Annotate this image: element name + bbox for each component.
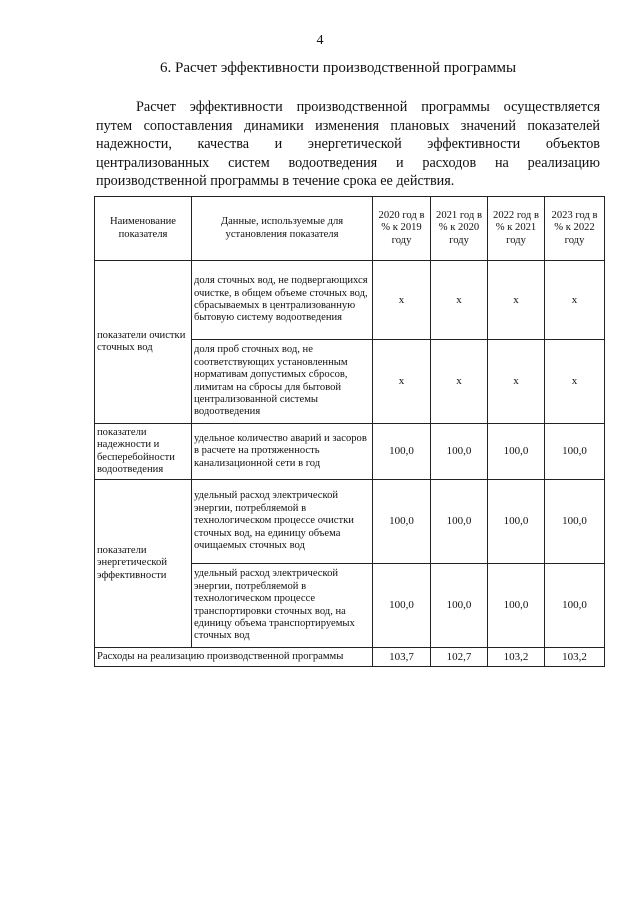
value-cell: 100,0 (545, 424, 605, 480)
intro-line: производственной программы в течение срока ее действия. (96, 173, 455, 190)
table-total-row (95, 648, 605, 667)
row-data: доля проб сточных вод, не соответствующих установленным нормативам допустимых сбросов, лимитам на сбросы для бытовой централизованной системы водоотведения (192, 340, 373, 424)
row-data: удельный расход электрической энергии, потребляемой в технологическом процессе транспортировки сточных вод, на единицу объема транспортируемых сточных вод (192, 564, 373, 648)
row-data: удельное количество аварий и засоров в расчете на протяженность канализационной сети в год (192, 424, 373, 480)
page-number: 4 (316, 33, 324, 48)
value-cell: x (545, 261, 605, 340)
value-cell: 100,0 (373, 564, 431, 648)
value-cell: 103,7 (373, 648, 431, 667)
table-row (95, 261, 605, 340)
value-cell: 100,0 (431, 424, 488, 480)
value-cell: 100,0 (488, 564, 545, 648)
section-title: 6. Расчет эффективности производственной программы (160, 60, 517, 76)
value-cell: 100,0 (431, 480, 488, 564)
value-cell: 100,0 (488, 424, 545, 480)
value-cell: 100,0 (431, 564, 488, 648)
header-indicator-name: Наименование показателя (95, 197, 192, 261)
value-cell: x (488, 340, 545, 424)
table-header-row (95, 197, 605, 261)
value-cell: x (373, 340, 431, 424)
table-row (95, 424, 605, 480)
header-year: 2022 год в % к 2021 году (488, 197, 545, 261)
value-cell: x (488, 261, 545, 340)
value-cell: 103,2 (545, 648, 605, 667)
value-cell: x (431, 261, 488, 340)
value-cell: 103,2 (488, 648, 545, 667)
header-year: 2021 год в % к 2020 году (431, 197, 488, 261)
value-cell: x (431, 340, 488, 424)
value-cell: x (545, 340, 605, 424)
value-cell: x (373, 261, 431, 340)
value-cell: 100,0 (488, 480, 545, 564)
row-data: удельный расход электрической энергии, потребляемой в технологическом процессе очистки сточных вод, на единицу объема очищаемых сточных вод (192, 480, 373, 564)
row-data: доля сточных вод, не подвергающихся очистке, в общем объеме сточных вод, сбрасываемых в централизованную бытовую систему водоотведения (192, 261, 373, 340)
intro-line: путем сопоставления динамики изменения плановых значений показателей (96, 117, 600, 134)
efficiency-table (94, 196, 605, 667)
header-year: 2023 год в % к 2022 году (545, 197, 605, 261)
value-cell: 100,0 (373, 424, 431, 480)
total-label: Расходы на реализацию производственной программы (95, 648, 373, 667)
group-cleaning: показатели очистки сточных вод (95, 261, 192, 424)
value-cell: 100,0 (545, 480, 605, 564)
intro-paragraph (96, 98, 600, 191)
group-energy: показатели энергетической эффективности (95, 480, 192, 648)
intro-line: централизованных систем водоотведения и расходов на реализацию (96, 154, 600, 171)
header-data-used: Данные, используемые для установления показателя (192, 197, 373, 261)
table-row (95, 480, 605, 564)
value-cell: 100,0 (545, 564, 605, 648)
value-cell: 100,0 (373, 480, 431, 564)
group-reliability: показатели надежности и бесперебойности водоотведения (95, 424, 192, 480)
header-year: 2020 год в % к 2019 году (373, 197, 431, 261)
value-cell: 102,7 (431, 648, 488, 667)
intro-line: Расчет эффективности производственной программы осуществляется (136, 99, 600, 115)
intro-line: надежности, качества и энергетической эффективности объектов (96, 136, 600, 153)
